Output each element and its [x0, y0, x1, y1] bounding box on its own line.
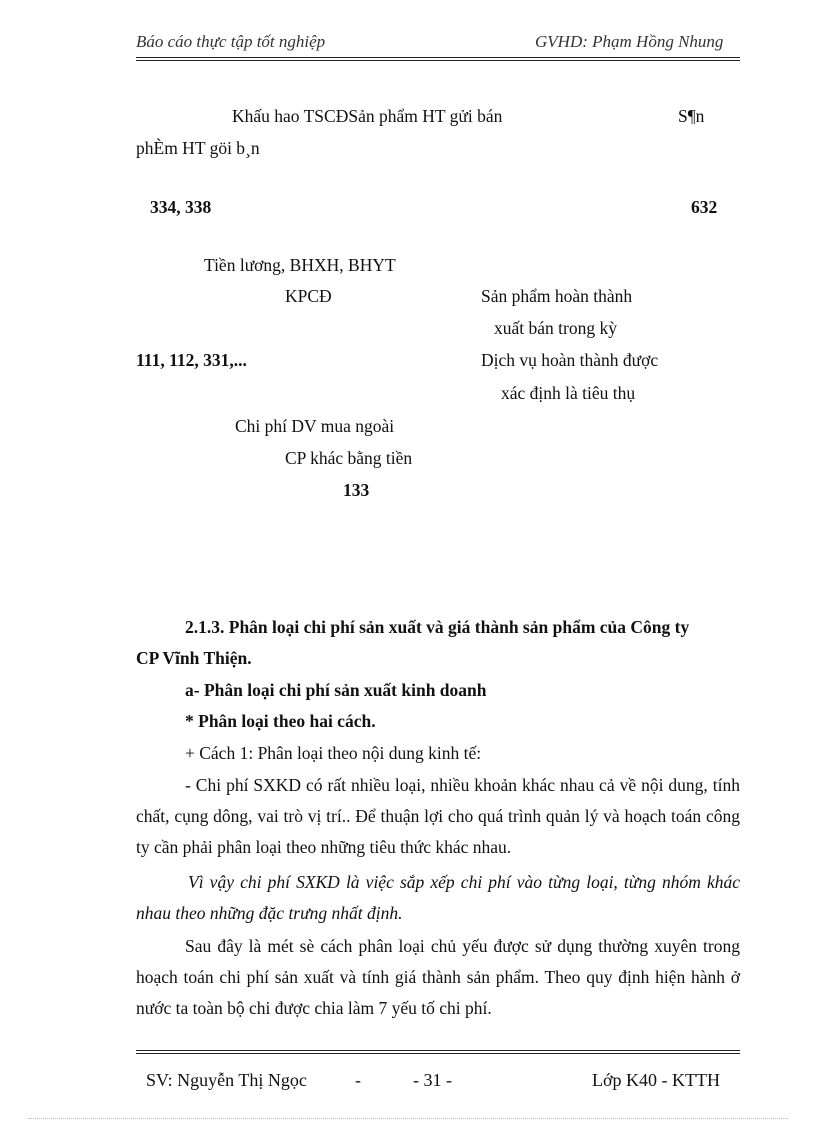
paragraph-italic-definition: Vì vậy chi phí SXKD là việc sắp xếp chi phí vào từng loại, từng nhóm khác nhau theo những đặc trưng nhất định.	[136, 872, 740, 923]
subheading-two-ways: * Phân loại theo hai cách.	[185, 711, 376, 731]
diagram-service-1: Dịch vụ hoàn thành được	[481, 350, 659, 370]
diagram-account-133: 133	[343, 480, 370, 500]
diagram-finished-goods-1: Sản phẩm hoàn thành	[481, 286, 633, 306]
diagram-finished-goods-2: xuất bán trong kỳ	[494, 318, 617, 338]
diagram-service-2: xác định là tiêu thụ	[501, 383, 636, 403]
method-1-label: + Cách 1: Phân loại theo nội dung kinh tế:	[185, 743, 482, 763]
diagram-account-334-338: 334, 338	[150, 197, 212, 217]
footer-dash: -	[355, 1070, 361, 1090]
header-rule-top	[136, 57, 740, 58]
diagram-kpcd-label: KPCĐ	[285, 286, 332, 306]
page-bottom-dotted-edge	[28, 1118, 788, 1119]
subheading-a: a- Phân loại chi phí sản xuất kinh doanh	[185, 680, 487, 700]
footer-rule-bottom	[136, 1053, 740, 1054]
section-heading-line1: 2.1.3. Phân loại chi phí sản xuất và giá thành sản phẩm của Công ty	[185, 617, 690, 637]
diagram-outsourced-label: Chi phí DV mua ngoài	[235, 416, 395, 436]
diagram-account-111: 111, 112, 331,...	[136, 350, 247, 370]
footer-student-name: SV: Nguyễn Thị Ngọc	[146, 1070, 307, 1090]
diagram-account-632: 632	[691, 197, 718, 217]
paragraph-cost-types: - Chi phí SXKD có rất nhiều loại, nhiều khoản khác nhau cả về nội dung, tính chất, cụng dông, vai trò vị trí.. Để thuận lợi cho quá trình quản lý và hoạch toán công ty cần phải phân loại theo những tiêu thức khác nhau.	[136, 775, 740, 857]
footer-page-number: - 31 -	[413, 1070, 452, 1090]
header-report-title: Báo cáo thực tập tốt nghiệp	[136, 32, 326, 51]
paragraph-classification: Sau đây là mét sè cách phân loại chủ yếu được sử dụng thường xuyên trong hoạch toán chi phí sản xuất và tính giá thành sản phẩm. Theo quy định hiện hành ở nước ta toàn bộ chi được chia làm 7 yếu tố chi phí.	[136, 936, 740, 1018]
header-supervisor: GVHD: Phạm Hồng Nhung	[535, 32, 724, 51]
diagram-other-cash-label: CP khác bằng tiền	[285, 448, 413, 468]
section-heading-line2: CP Vĩnh Thiện.	[136, 648, 252, 668]
diagram-garbled-label-2: phÈm HT göi b¸n	[136, 138, 260, 158]
footer-rule-top	[136, 1050, 740, 1051]
diagram-garbled-label-1: S¶n	[678, 106, 705, 126]
diagram-depreciation-label: Khấu hao TSCĐSản phẩm HT gửi bán	[232, 106, 503, 126]
header-rule-bottom	[136, 60, 740, 61]
diagram-salary-label: Tiền lương, BHXH, BHYT	[204, 255, 396, 275]
footer-class: Lớp K40 - KTTH	[592, 1070, 720, 1090]
